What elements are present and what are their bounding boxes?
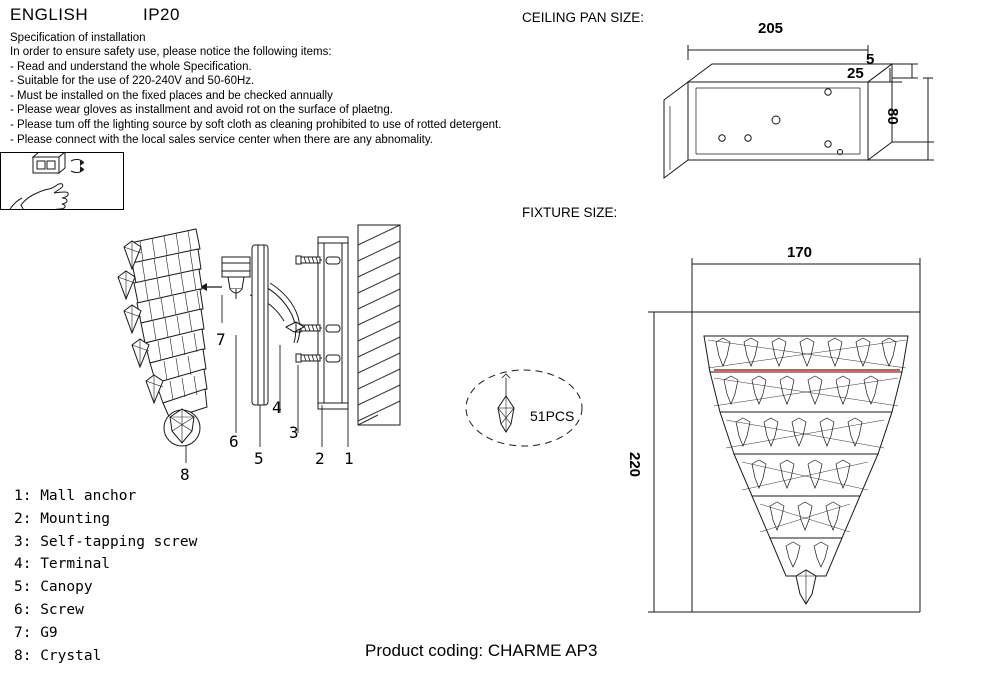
- spec-intro: In order to ensure safety use, please notice the following items:: [10, 46, 332, 58]
- ceiling-pan-thickness-label: 5: [866, 51, 875, 68]
- callout-2: 2: [315, 449, 325, 468]
- exploded-assembly-drawing: [0, 215, 420, 485]
- legend-item: 2: Mounting: [14, 510, 111, 527]
- callout-5: 5: [254, 449, 264, 468]
- ceiling-pan-depth-label: 25: [847, 65, 864, 82]
- spec-instruction-list: [10, 45, 501, 147]
- ceiling-pan-drawing: [650, 20, 990, 190]
- spec-line: - Please tum off the lighting source by soft cloth as cleaning prohibited to use of rotted detergent.: [10, 118, 502, 131]
- crystal-count-label: 51PCS: [530, 408, 575, 424]
- legend-item: 6: Screw: [14, 601, 84, 618]
- language-label: ENGLISH: [10, 5, 89, 24]
- fixture-width-label: 170: [787, 244, 813, 261]
- spec-line: - Read and understand the whole Specification.: [10, 60, 252, 73]
- fixture-height-label: 220: [626, 452, 643, 478]
- callout-7: 7: [216, 330, 226, 349]
- callout-4: 4: [272, 398, 282, 417]
- spec-line: - Suitable for the use of 220-240V and 50-60Hz.: [10, 75, 255, 88]
- mounting-bracket: [318, 237, 348, 409]
- legend-item: 1: Mall anchor: [14, 488, 137, 504]
- spec-line: - Must be installed on the fixed places and be checked annually: [10, 89, 333, 102]
- fixture-size-title: FIXTURE SIZE:: [522, 205, 618, 220]
- parts-legend: [14, 485, 197, 667]
- ceiling-pan-title: CEILING PAN SIZE:: [522, 10, 645, 25]
- callout-1: 1: [344, 449, 354, 468]
- product-coding: Product coding: CHARME AP3: [365, 641, 598, 660]
- crystal-shade-assembly: [118, 229, 207, 446]
- callout-8: 8: [180, 465, 190, 484]
- canopy: [252, 245, 268, 405]
- fixture-drawing: [620, 240, 960, 640]
- callout-6: 6: [229, 432, 239, 451]
- turn-off-power-illustration: [0, 152, 124, 210]
- dim-line-205: [688, 45, 868, 60]
- callout-3: 3: [289, 423, 299, 442]
- wall-hatch: [358, 225, 400, 425]
- spec-title: Specification of installation: [10, 32, 146, 44]
- fixture-elevation: [704, 336, 908, 604]
- legend-item: 5: Canopy: [14, 579, 93, 596]
- dim-line-5: [892, 64, 918, 78]
- legend-item: 7: G9: [14, 624, 58, 641]
- spec-line: - Please connect with the local sales service center when there are any abnomality.: [10, 133, 433, 146]
- legend-item: 3: Self-tapping screw: [14, 533, 198, 550]
- ip-rating-label: IP20: [143, 5, 180, 24]
- legend-item: 4: Terminal: [14, 556, 111, 573]
- legend-item: 8: Crystal: [14, 647, 102, 664]
- spec-line: - Please wear gloves as installment and avoid rot on the surface of plaetng.: [10, 104, 393, 117]
- g9-lamp-holder: [200, 257, 250, 299]
- ceiling-pan-width-label: 205: [758, 20, 784, 37]
- ceiling-pan-height-label: 80: [884, 108, 901, 125]
